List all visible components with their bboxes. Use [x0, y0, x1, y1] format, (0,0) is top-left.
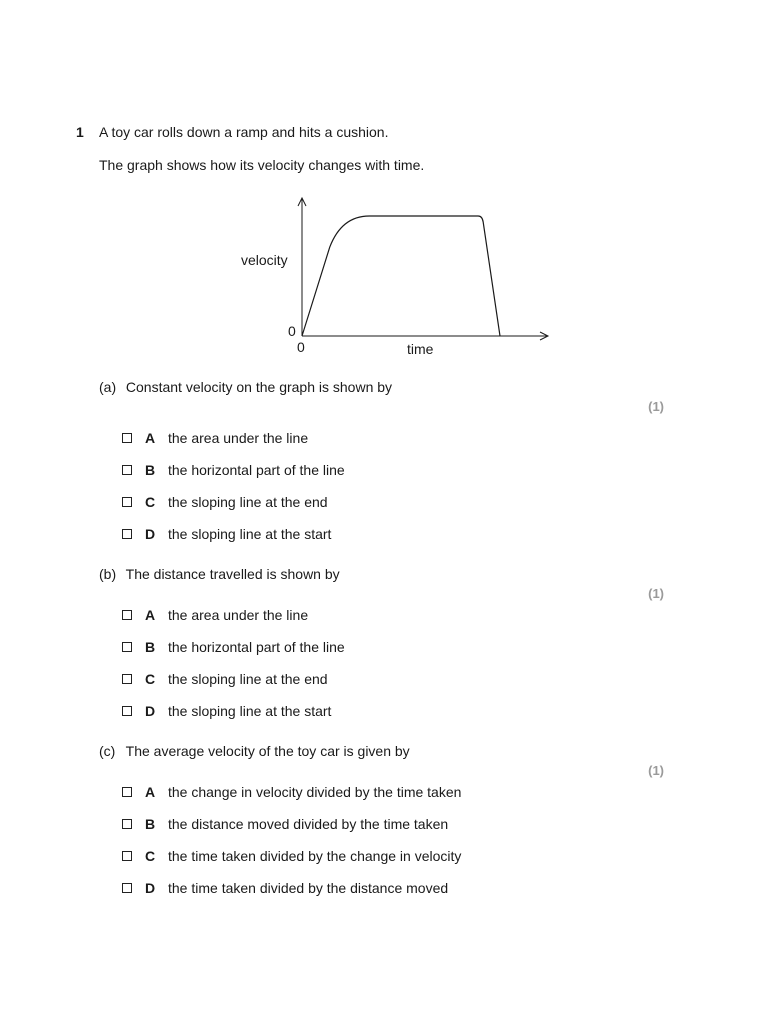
y-axis-label: velocity	[241, 252, 288, 268]
checkbox[interactable]	[122, 787, 132, 797]
option-letter: B	[145, 462, 156, 478]
part-a-option-b[interactable]	[122, 461, 345, 479]
option-letter: B	[145, 639, 156, 655]
x-axis-label: time	[407, 341, 434, 357]
checkbox[interactable]	[122, 851, 132, 861]
part-b-prompt	[99, 566, 340, 582]
checkbox[interactable]	[122, 706, 132, 716]
option-text: the horizontal part of the line	[168, 639, 345, 655]
part-a-option-c[interactable]	[122, 493, 328, 511]
option-text: the sloping line at the start	[168, 526, 332, 542]
checkbox[interactable]	[122, 610, 132, 620]
velocity-line	[302, 216, 500, 336]
part-b-label: (b)	[99, 566, 117, 582]
part-b-text: The distance travelled is shown by	[125, 566, 340, 582]
option-letter: A	[145, 430, 156, 446]
part-c-text: The average velocity of the toy car is given by	[125, 743, 410, 759]
checkbox[interactable]	[122, 819, 132, 829]
checkbox[interactable]	[122, 497, 132, 507]
option-text: the distance moved divided by the time taken	[168, 816, 449, 832]
checkbox[interactable]	[122, 465, 132, 475]
option-text: the time taken divided by the change in velocity	[168, 848, 462, 864]
part-c-option-b[interactable]	[122, 815, 448, 833]
part-c-marks: (1)	[648, 763, 664, 778]
checkbox[interactable]	[122, 529, 132, 539]
part-b-option-c[interactable]	[122, 670, 328, 688]
part-b-marks: (1)	[648, 586, 664, 601]
x-origin-label: 0	[297, 339, 305, 355]
option-text: the sloping line at the start	[168, 703, 332, 719]
graph-svg	[230, 190, 560, 365]
part-c-label: (c)	[99, 743, 116, 759]
option-text: the change in velocity divided by the time taken	[168, 784, 462, 800]
option-text: the horizontal part of the line	[168, 462, 345, 478]
option-text: the sloping line at the end	[168, 671, 328, 687]
checkbox[interactable]	[122, 642, 132, 652]
option-letter: C	[145, 494, 156, 510]
part-c-option-d[interactable]	[122, 879, 448, 897]
part-b-option-a[interactable]	[122, 606, 308, 624]
velocity-time-graph	[230, 190, 560, 365]
question-intro-2: The graph shows how its velocity changes with time.	[99, 157, 425, 173]
part-a-option-a[interactable]	[122, 429, 308, 447]
question-intro-1: A toy car rolls down a ramp and hits a cushion.	[99, 124, 389, 140]
part-b-option-d[interactable]	[122, 702, 331, 720]
option-letter: C	[145, 848, 156, 864]
option-letter: A	[145, 607, 156, 623]
option-letter: D	[145, 703, 156, 719]
option-text: the area under the line	[168, 607, 309, 623]
part-a-label: (a)	[99, 379, 117, 395]
option-letter: B	[145, 816, 156, 832]
part-c-option-a[interactable]	[122, 783, 461, 801]
option-text: the time taken divided by the distance moved	[168, 880, 449, 896]
checkbox[interactable]	[122, 883, 132, 893]
part-a-prompt	[99, 379, 392, 395]
option-letter: C	[145, 671, 156, 687]
option-text: the area under the line	[168, 430, 309, 446]
part-a-option-d[interactable]	[122, 525, 331, 543]
checkbox[interactable]	[122, 674, 132, 684]
question-number: 1	[76, 124, 84, 140]
option-letter: D	[145, 880, 156, 896]
part-c-prompt	[99, 743, 410, 759]
checkbox[interactable]	[122, 433, 132, 443]
part-a-text: Constant velocity on the graph is shown by	[125, 379, 393, 395]
y-origin-label: 0	[288, 323, 296, 339]
part-a-marks: (1)	[648, 399, 664, 414]
part-b-option-b[interactable]	[122, 638, 345, 656]
option-letter: A	[145, 784, 156, 800]
option-letter: D	[145, 526, 156, 542]
option-text: the sloping line at the end	[168, 494, 328, 510]
part-c-option-c[interactable]	[122, 847, 461, 865]
